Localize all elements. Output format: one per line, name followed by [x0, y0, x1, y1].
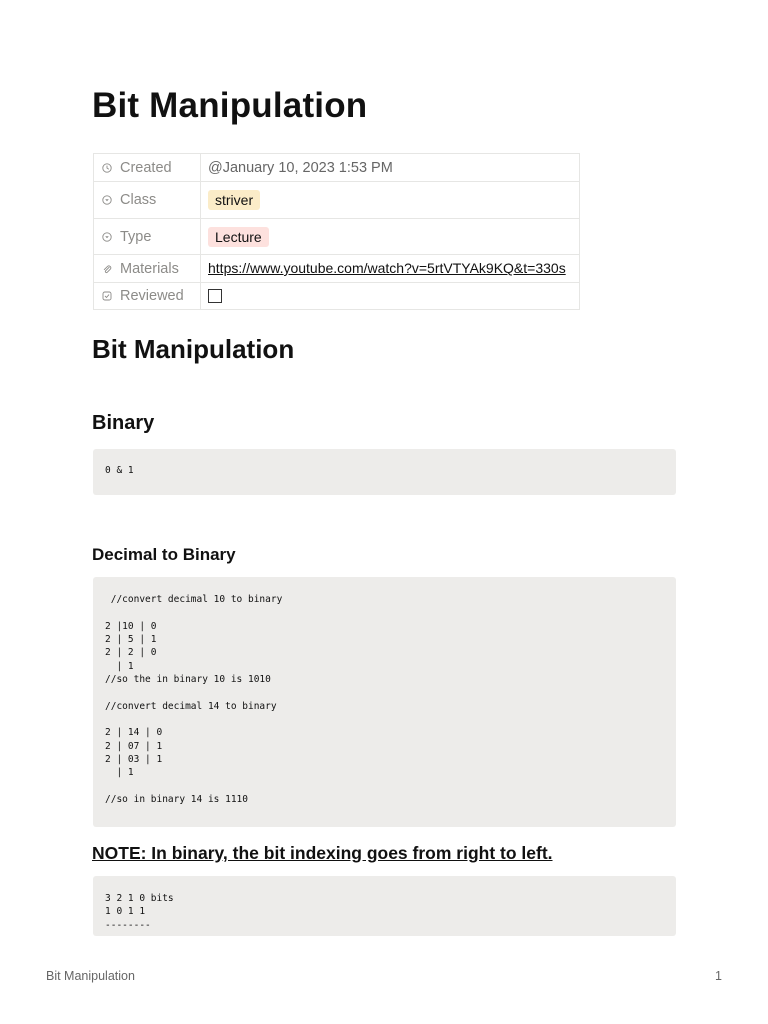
materials-value-cell: [201, 255, 580, 283]
bits-code-block: 3 2 1 0 bits 1 0 1 1 --------: [93, 876, 676, 936]
properties-table: [93, 153, 580, 310]
property-row-created: [94, 154, 580, 182]
paperclip-icon: [102, 264, 112, 274]
materials-link[interactable]: https://www.youtube.com/watch?v=5rtVTYAk9KQ&t=330s: [208, 260, 566, 276]
select-icon: [102, 232, 112, 242]
binary-code-block: 0 & 1: [93, 449, 676, 495]
property-row-reviewed: [94, 283, 580, 310]
property-row-type: [94, 219, 580, 255]
reviewed-checkbox[interactable]: [208, 289, 222, 303]
property-key-type: Type: [120, 228, 152, 245]
property-row-materials: [94, 255, 580, 283]
class-value-cell: [201, 182, 580, 219]
select-icon: [102, 195, 112, 205]
property-key-class: Class: [120, 192, 157, 208]
section-heading: Bit Manipulation: [92, 334, 295, 364]
property-key-created: Created: [120, 159, 172, 176]
type-value-cell: [201, 219, 580, 255]
property-key-reviewed: Reviewed: [120, 288, 184, 304]
footer-page-number: 1: [715, 969, 722, 983]
page-title: Bit Manipulation: [92, 86, 368, 125]
property-row-class: [94, 182, 580, 219]
reviewed-value-cell: [201, 283, 580, 310]
property-key-cell: [94, 182, 201, 219]
property-key-cell: [94, 255, 201, 283]
clock-icon: [102, 163, 112, 173]
binary-heading: Binary: [92, 412, 155, 434]
property-key-cell: [94, 219, 201, 255]
footer-doc-title: Bit Manipulation: [46, 969, 135, 983]
bit-indexing-note: NOTE: In binary, the bit indexing goes from right to left.: [92, 843, 553, 863]
decimal-code-block: //convert decimal 10 to binary 2 |10 | 0 2 | 5 | 1 2 | 2 | 0 | 1 //so the in binary 10 is 1010 //convert decimal 14 to binary 2 | 14 | 0 2 | 07 | 1 2 | 03 | 1 | 1 //so in binary 14 is 1110: [93, 577, 676, 827]
created-value: @January 10, 2023 1:53 PM: [201, 154, 580, 182]
type-tag[interactable]: Lecture: [208, 227, 269, 247]
property-key-cell: [94, 154, 201, 182]
class-tag[interactable]: striver: [208, 190, 260, 210]
property-key-materials: Materials: [120, 260, 179, 277]
property-key-cell: [94, 283, 201, 310]
decimal-to-binary-heading: Decimal to Binary: [92, 545, 236, 564]
checkbox-icon: [102, 291, 112, 301]
